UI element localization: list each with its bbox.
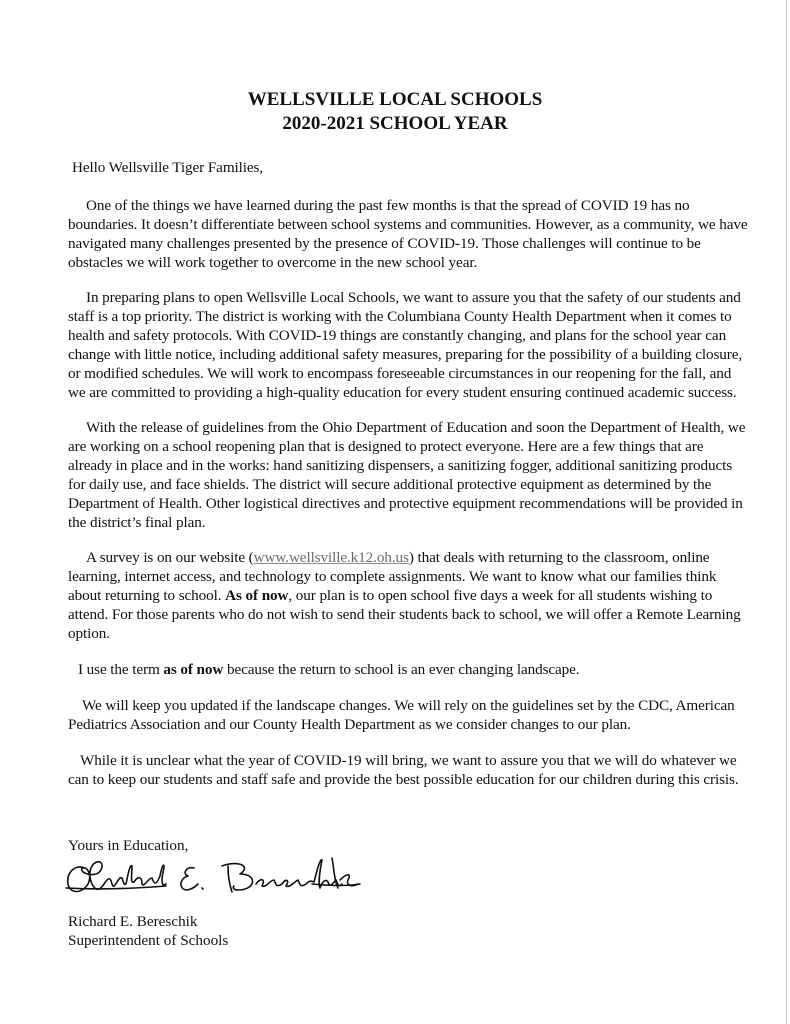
signer-title: Superintendent of Schools: [68, 932, 229, 949]
paragraph-closing-assurance: While it is unclear what the year of COVID-19 will bring, we want to assure you that we will do whatever we can to keep our students and staff safe and provide the best possible education for our children during this crisis.: [68, 752, 739, 788]
closing-line: Yours in Education,: [68, 837, 189, 854]
as-of-now-text-after: because the return to school is an ever changing landscape.: [223, 661, 580, 678]
website-link[interactable]: www.wellsville.k12.oh.us: [253, 549, 409, 566]
paragraph-guidelines-text: With the release of guidelines from the Ohio Department of Education and soon the Department of Health, we are working on a school reopening plan that is designed to protect everyone. Here are a few things that are already in place and in the works: hand sanitizing dispensers, a sanitizing fogger, additional sanitizing products for daily use, and face shields. The district will secure additional protective equipment as determined by the Department of Health. Other logistical directives and protective equipment recommendations will be provided in the district’s final plan.: [68, 419, 746, 531]
survey-text-after-link: ) that deals with returning to the classroom, online learning, internet access, and technology to complete assignments. We want to know what our families think about returning to school.: [68, 549, 717, 604]
survey-text-after-bold: , our plan is to open school five days a week for all students wishing to attend. For those parents who do not wish to send their students back to school, we will offer a Remote Learning option.: [68, 587, 741, 642]
signer-name: Richard E. Bereschik: [68, 913, 198, 930]
paragraph-reopening-safety: In preparing plans to open Wellsville Local Schools, we want to assure you that the safety of our students and staff is a top priority. The district is working with the Columbiana County Health Department when it comes to health and safety protocols. With COVID-19 things are constantly changing, and plans for the school year can change with little notice, including additional safety measures, preparing for the possibility of a building closure, or modified schedules. We will work to encompass foreseeable circumstances in our reopening for the fall, and we are committed to providing a high-quality education for every student ensuring continued academic success.: [68, 289, 743, 401]
letter-heading: [0, 88, 790, 136]
handwritten-signature-icon: [62, 854, 362, 902]
scan-edge-line: [786, 0, 787, 1024]
heading-school-year: 2020-2021 SCHOOL YEAR: [282, 113, 508, 134]
as-of-now-bold: As of now: [225, 587, 289, 604]
letter-body: [68, 158, 748, 805]
paragraph-updates: We will keep you updated if the landscape changes. We will rely on the guidelines set by the CDC, American Pediatrics Association and our County Health Department as we consider changes to our plan.: [68, 697, 735, 733]
heading-school-name: WELLSVILLE LOCAL SCHOOLS: [247, 89, 543, 110]
as-of-now-term-bold: as of now: [163, 661, 224, 678]
survey-text-before-link: A survey is on our website (: [86, 549, 254, 566]
paragraph-as-of-now: [68, 660, 748, 679]
paragraph-guidelines-equipment: [68, 418, 748, 532]
paragraph-covid-boundaries: One of the things we have learned during the past few months is that the spread of COVID 19 has no boundaries. It doesn’t differentiate between school systems and communities. However, as a community, we have navigated many challenges presented by the presence of COVID-19. Those challenges will continue to be obstacles we will work together to overcome in the new school year.: [68, 197, 748, 271]
salutation: Hello Wellsville Tiger Families,: [72, 159, 264, 176]
as-of-now-text-before: I use the term: [78, 661, 164, 678]
paragraph-survey: [68, 548, 748, 643]
